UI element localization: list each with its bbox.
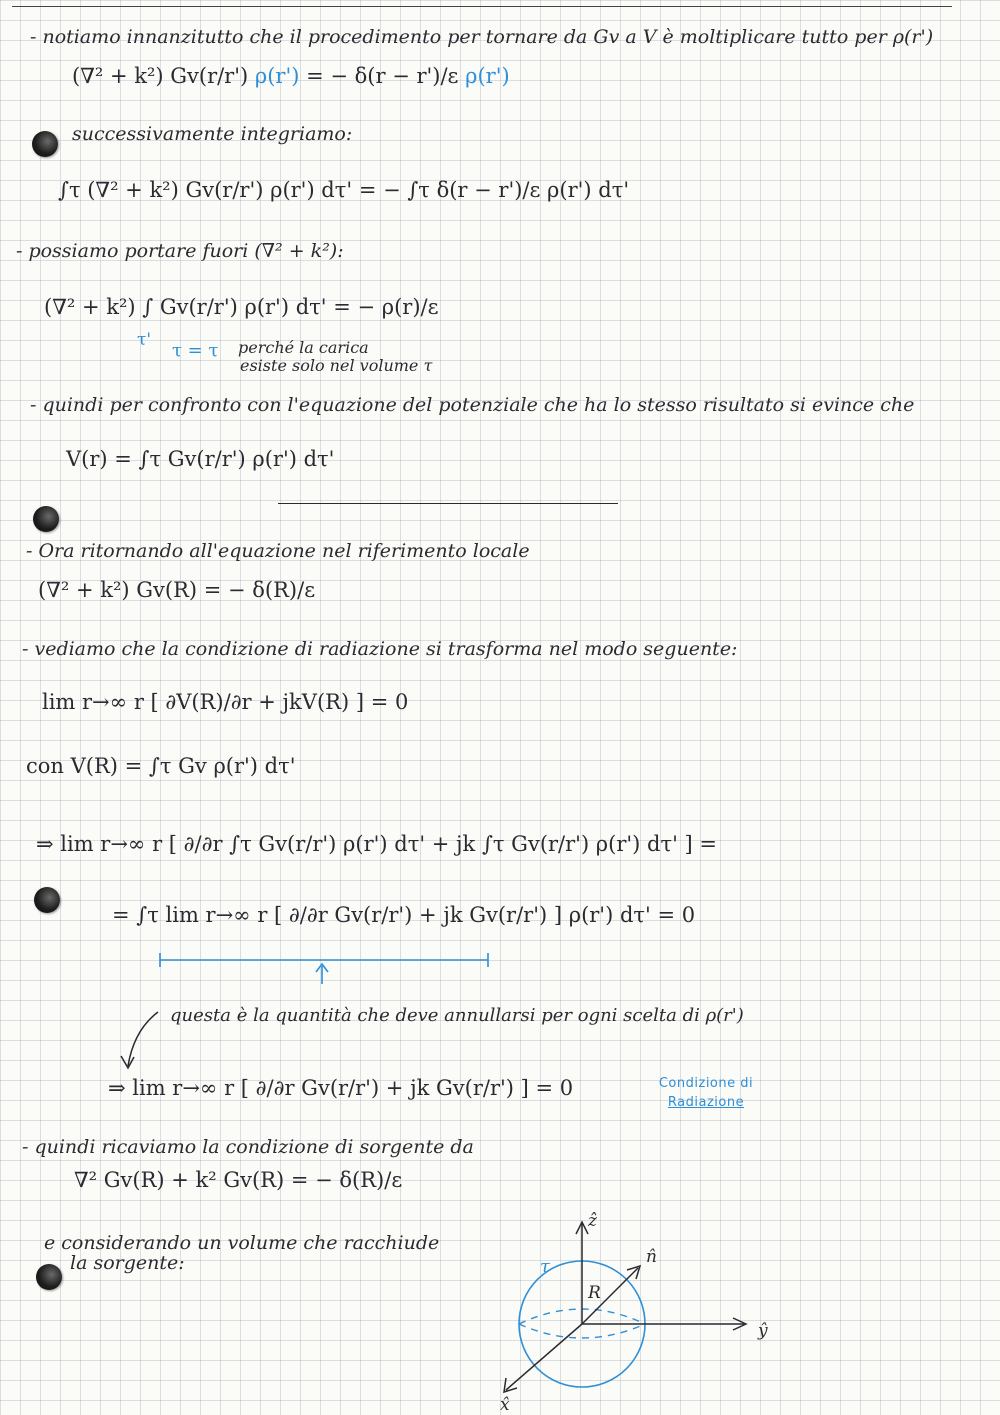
text-line-1: - notiamo innanzitutto che il procedimento per tornare da Gv a V è moltiplicare tutto per ρ(r') (30, 26, 934, 48)
equation-1-rhs: = − δ(r − r')/ε (306, 64, 459, 88)
sphere-equator-front (519, 1324, 645, 1338)
equation-9: = ∫τ lim r→∞ r [ ∂/∂r Gv(r/r') + jk Gv(r/r') ] ρ(r') dτ' = 0 (112, 903, 696, 927)
radius-label: R (588, 1283, 601, 1303)
equation-4: V(r) = ∫τ Gv(r/r') ρ(r') dτ' (66, 447, 335, 471)
equation-3-note-2: esiste solo nel volume τ (240, 356, 433, 375)
x-axis-label: x̂ (500, 1395, 510, 1415)
equation-3-note-1: perché la carica (238, 338, 369, 357)
condition-label-line-1: Condizione di (658, 1076, 754, 1091)
normal-label: n̂ (646, 1247, 657, 1267)
condition-label-line-2: Radiazione (667, 1095, 745, 1110)
text-line-2: successivamente integriamo: (72, 123, 353, 145)
equation-3-tau-equal: τ = τ (172, 340, 219, 361)
equation-6: lim r→∞ r [ ∂V(R)/∂r + jkV(R) ] = 0 (42, 690, 409, 714)
equation-2: ∫τ (∇² + k²) Gv(r/r') ρ(r') dτ' = − ∫τ δ(r − r')/ε ρ(r') dτ' (58, 178, 630, 202)
equation-1-lhs: (∇² + k²) Gv(r/r') (72, 64, 249, 88)
binder-hole-4 (36, 1264, 62, 1290)
binder-hole-2 (33, 506, 59, 532)
binder-hole-1 (32, 131, 58, 157)
binder-hole-3 (34, 887, 60, 913)
text-line-7: questa è la quantità che deve annullarsi per ogni scelta di ρ(r') (170, 1005, 744, 1026)
equation-8: ⇒ lim r→∞ r [ ∂/∂r ∫τ Gv(r/r') ρ(r') dτ' + jk ∫τ Gv(r/r') ρ(r') dτ' ] = (36, 832, 718, 856)
equation-1 (72, 64, 510, 88)
separator-line (278, 503, 618, 504)
condition-label (636, 1076, 776, 1110)
equation-5: (∇² + k²) Gv(R) = − δ(R)/ε (38, 578, 316, 602)
tau-label: τ (540, 1256, 550, 1277)
equation-1-rho-blue-2: ρ(r') (465, 64, 510, 88)
y-axis-label: ŷ (758, 1321, 768, 1341)
equation-11: ∇² Gv(R) + k² Gv(R) = − δ(R)/ε (74, 1168, 403, 1192)
equation-3-tau-prime: τ' (137, 330, 152, 350)
equation-7: con V(R) = ∫τ Gv ρ(r') dτ' (26, 754, 296, 778)
x-axis (506, 1324, 582, 1390)
text-line-6: - vediamo che la condizione di radiazione si trasforma nel modo seguente: (22, 638, 738, 660)
text-line-5: - Ora ritornando all'equazione nel riferimento locale (26, 540, 530, 562)
equation-10: ⇒ lim r→∞ r [ ∂/∂r Gv(r/r') + jk Gv(r/r') ] = 0 (108, 1076, 574, 1100)
equation-3: (∇² + k²) ∫ Gv(r/r') ρ(r') dτ' = − ρ(r)/ε (44, 295, 439, 319)
text-line-9b: la sorgente: (70, 1252, 185, 1274)
z-axis-label: ẑ (588, 1211, 597, 1231)
page-top-rule (12, 6, 952, 7)
text-line-8: - quindi ricaviamo la condizione di sorgente da (22, 1136, 474, 1158)
equation-1-rho-blue: ρ(r') (254, 64, 300, 88)
text-line-4: - quindi per confronto con l'equazione del potenziale che ha lo stesso risultato si evince che (30, 394, 915, 416)
coordinate-diagram (480, 1200, 780, 1415)
text-line-3: - possiamo portare fuori (∇² + k²): (16, 240, 344, 262)
text-line-9a: e considerando un volume che racchiude (44, 1232, 440, 1254)
